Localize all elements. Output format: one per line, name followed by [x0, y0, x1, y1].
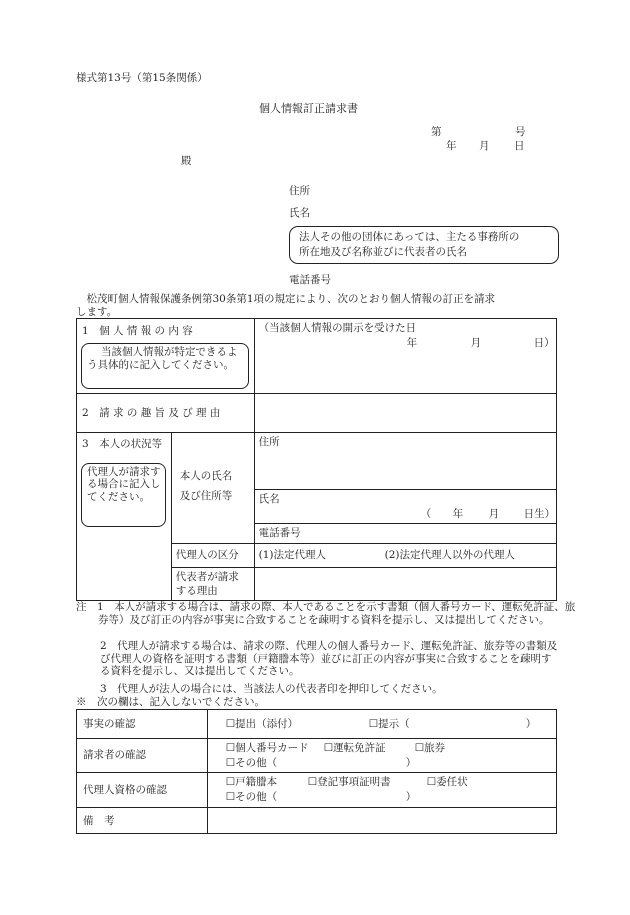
addressee-label: 殿: [181, 155, 192, 167]
fact-check-label-cell: [77, 710, 208, 739]
rep-reason-line2: する理由: [175, 585, 218, 597]
requester-name-label: 氏名: [289, 207, 310, 219]
form-number: 様式第13号（第15条関係）: [76, 72, 208, 84]
agent-type-value-cell[interactable]: [254, 544, 556, 568]
date-day-label: 日: [514, 140, 525, 152]
birth-day-label: 日生）: [523, 508, 556, 520]
corp-note-line1: 法人その他の団体にあっては、主たる事務所の: [299, 231, 520, 243]
birth-year-label: 年: [452, 508, 464, 520]
self-name-addr-line1: 本人の氏名: [179, 470, 233, 482]
self-status-label: 3 本人の状況等: [82, 438, 163, 450]
office-table: [76, 709, 557, 834]
main-table: [76, 318, 557, 601]
self-status-note: 代理人が請求する場合に記入してください。: [87, 466, 161, 503]
disclosure-date-label: （当該個人情報の開示を受けた日: [258, 322, 417, 334]
requester-check-other-close: ）: [405, 757, 417, 769]
fact-check-submit[interactable]: ☐提出（添付）: [225, 718, 299, 730]
birth-month-label: 月: [488, 508, 500, 520]
agent-type-label: 代理人の区分: [175, 549, 239, 561]
requester-address-label: 住所: [289, 185, 310, 197]
agent-type-label-cell: [171, 544, 254, 568]
requester-check-value-cell: [207, 739, 556, 773]
agent-check-value-cell: [207, 773, 556, 808]
requester-check-other[interactable]: ☐その他（: [225, 757, 278, 769]
agent-type-option-other[interactable]: (2)法定代理人以外の代理人: [384, 549, 515, 561]
personal-info-label: 1 個 人 情 報 の 内 容: [82, 325, 193, 337]
date-month-label: 月: [479, 140, 490, 152]
fact-check-label: 事実の確認: [83, 718, 136, 730]
note-3: 3 代理人が法人の場合には、当該法人の代表者印を押印してください。: [100, 683, 443, 695]
request-purpose-label-cell: [77, 394, 255, 433]
requester-check-label-cell: [77, 739, 208, 773]
date-year-label: 年: [446, 140, 457, 152]
requester-check-mynumber[interactable]: ☐個人番号カード: [225, 742, 309, 754]
remarks-value-cell[interactable]: [207, 808, 556, 834]
rep-reason-value-cell[interactable]: [254, 568, 556, 601]
number-go: 号: [515, 126, 526, 138]
rep-reason-label-cell: [171, 568, 254, 601]
self-name-addr-label-cell: [171, 433, 254, 544]
self-phone-label: 電話番号: [258, 527, 301, 539]
personal-info-value-cell[interactable]: [254, 319, 556, 394]
agent-check-registry[interactable]: ☐登記事項証明書: [307, 776, 391, 788]
note-2: 2 代理人が請求する場合は、請求の際、代理人の個人番号カード、運転免許証、旅券等の書類及び代理人の資格を証明する書類（戸籍謄本等）並びに訂正の内容が事実に合致することを疎明する資料を提示し、又は提出してください。: [100, 640, 558, 678]
intro-line2: します。: [76, 306, 118, 318]
remarks-label: 備 考: [83, 815, 115, 827]
birth-paren-open: （: [420, 508, 432, 520]
request-purpose-label: 2 請 求 の 趣 旨 及 び 理 由: [82, 407, 221, 419]
request-purpose-value-cell[interactable]: [254, 394, 556, 433]
number-dai: 第: [431, 126, 442, 138]
self-name-label: 氏名: [258, 493, 280, 505]
page-title: 個人情報訂正請求書: [259, 102, 358, 115]
self-status-label-cell: [77, 433, 172, 601]
agent-type-option-legal[interactable]: (1)法定代理人: [258, 549, 326, 561]
agent-check-other-close: ）: [405, 791, 417, 803]
fact-check-close: ）: [525, 718, 537, 730]
self-name-addr-line2: 及び住所等: [179, 490, 233, 502]
self-phone-cell[interactable]: [254, 524, 556, 544]
self-address-cell[interactable]: [254, 433, 556, 490]
office-use-note: ※ 次の欄は、記入しないでください。: [76, 696, 265, 708]
requester-check-license[interactable]: ☐運転免許証: [323, 742, 386, 754]
self-address-label: 住所: [258, 436, 280, 448]
requester-phone-label: 電話番号: [289, 274, 331, 286]
disclosure-month-label: 月: [470, 337, 482, 349]
intro-line1: 松茂町個人情報保護条例第30条第1項の規定により、次のとおり個人情報の訂正を請求: [76, 293, 496, 305]
agent-check-proxy[interactable]: ☐委任状: [426, 776, 468, 788]
requester-check-label: 請求者の確認: [83, 749, 146, 761]
fact-check-present[interactable]: ☐提示（: [368, 718, 410, 730]
fact-check-value-cell: [207, 710, 556, 739]
personal-info-label-cell: [77, 319, 255, 394]
agent-check-other[interactable]: ☐その他（: [225, 791, 278, 803]
requester-check-passport[interactable]: ☐旅券: [414, 742, 446, 754]
disclosure-day-label: 日）: [533, 337, 555, 349]
agent-check-koseki[interactable]: ☐戸籍謄本: [225, 776, 278, 788]
agent-check-label-cell: [77, 773, 208, 808]
agent-check-label: 代理人資格の確認: [83, 784, 167, 796]
corp-note-line2: 所在地及び名称並びに代表者の氏名: [299, 246, 467, 258]
rep-reason-line1: 代表者が請求: [175, 571, 239, 583]
disclosure-year-label: 年: [406, 337, 418, 349]
personal-info-note: 当該個人情報が特定できるよう具体的に記入してください。: [87, 346, 238, 371]
remarks-label-cell: [77, 808, 208, 834]
self-name-cell[interactable]: [254, 490, 556, 524]
note-1: 注 1 本人が請求する場合は、請求の際、本人であることを示す書類（個人番号カード、運転免許証、旅券等）及び訂正の内容が事実に合致することを疎明する資料を提示し、又は提出してください。: [76, 601, 576, 626]
